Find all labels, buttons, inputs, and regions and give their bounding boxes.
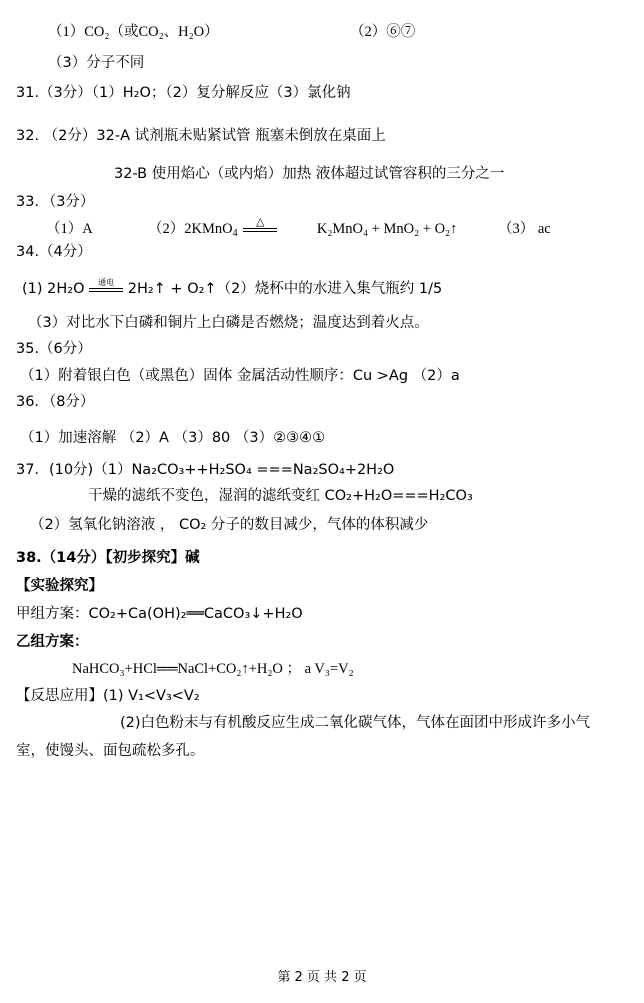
equation-subscript: 4	[232, 228, 238, 239]
answer-37-2: （2）氢氧化钠溶液 ， CO₂ 分子的数目减少，气体的体积减少	[30, 517, 429, 533]
equation-reactant: (1) 2H₂O	[22, 281, 85, 297]
answer-35-answers: （1）附着银白色（或黑色）固体 金属活动性顺序：Cu >Ag （2）a	[20, 368, 460, 384]
group-b-heading: 乙组方案：	[16, 634, 89, 650]
answer-36-header: 36．（8分）	[16, 394, 95, 410]
equation-products: 2H₂↑ + O₂↑（2）烧杯中的水进入集气瓶约 1/5	[127, 281, 443, 297]
answer-37-1: 37．(10分)（1）Na₂CO₃++H₂SO₄ ===Na₂SO₄+2H₂O	[16, 462, 395, 478]
answer-33-3: （3） ac	[498, 221, 551, 237]
group-b-plan: NaHCO₃+HCl══NaCl+CO₂↑+H₂O ； a V₃=V₂	[72, 661, 354, 677]
answer-36-answers: （1）加速溶解 （2）A （3）80 （3）②③④①	[20, 430, 326, 446]
equation-condition-arrow	[243, 215, 277, 232]
answer-31: 31.（3分）（1）H₂O；（2）复分解反应（3）氯化钠	[16, 85, 351, 101]
answer-33-2	[148, 215, 458, 239]
reflection-answer-2: (2)白色粉末与有机酸反应生成二氧化碳气体，气体在面团中形成许多小气	[120, 715, 591, 731]
equation-reactant: （2）2KMnO	[148, 221, 233, 237]
reflection-heading: 【反思应用】(1) V₁<V₃<V₂	[16, 688, 200, 704]
group-a-plan: 甲组方案：CO₂+Ca(OH)₂══CaCO₃↓+H₂O	[16, 606, 303, 622]
answer-32b: 32-B 使用焰心（或内焰）加热 液体超过试管容积的三分之一	[114, 166, 505, 182]
answer-33-1: （1）A	[46, 221, 93, 237]
answer-34-header: 34.（4分）	[16, 244, 92, 260]
page-footer: 第 2 页 共 2 页	[277, 970, 367, 985]
equation-condition-arrow	[89, 278, 123, 292]
equation-products: K₂MnO₄ + MnO₂ + O₂↑	[316, 221, 458, 237]
answer-35-header: 35.（6分）	[16, 341, 92, 357]
answer-32a: 32. （2分）32-A 试剂瓶未贴紧试管 瓶塞未倒放在桌面上	[16, 128, 386, 144]
electrolysis-label: 通电	[98, 278, 115, 287]
heat-symbol: △	[255, 215, 265, 228]
answer-33-header: 33．（3分）	[16, 194, 95, 210]
answer-30-2-part2: （2）⑥⑦	[350, 24, 416, 40]
answer-30-3: （3）分子不同	[48, 55, 145, 71]
experiment-section-heading: 【实验探究】	[16, 578, 103, 594]
answer-37-observation: 干燥的滤纸不变色，湿润的滤纸变红 CO₂+H₂O===H₂CO₃	[88, 488, 473, 504]
answer-34-1	[22, 279, 442, 299]
reflection-answer-2-cont: 室，使馒头、面包疏松多孔。	[16, 743, 205, 759]
answer-30-2-part1: （1）CO₂（或CO₂、H₂O）	[48, 24, 219, 40]
answer-38-header: 38.（14分）【初步探究】碱	[16, 550, 200, 566]
answer-34-3: （3）对比水下白磷和铜片上白磷是否燃烧；温度达到着火点。	[28, 315, 429, 331]
